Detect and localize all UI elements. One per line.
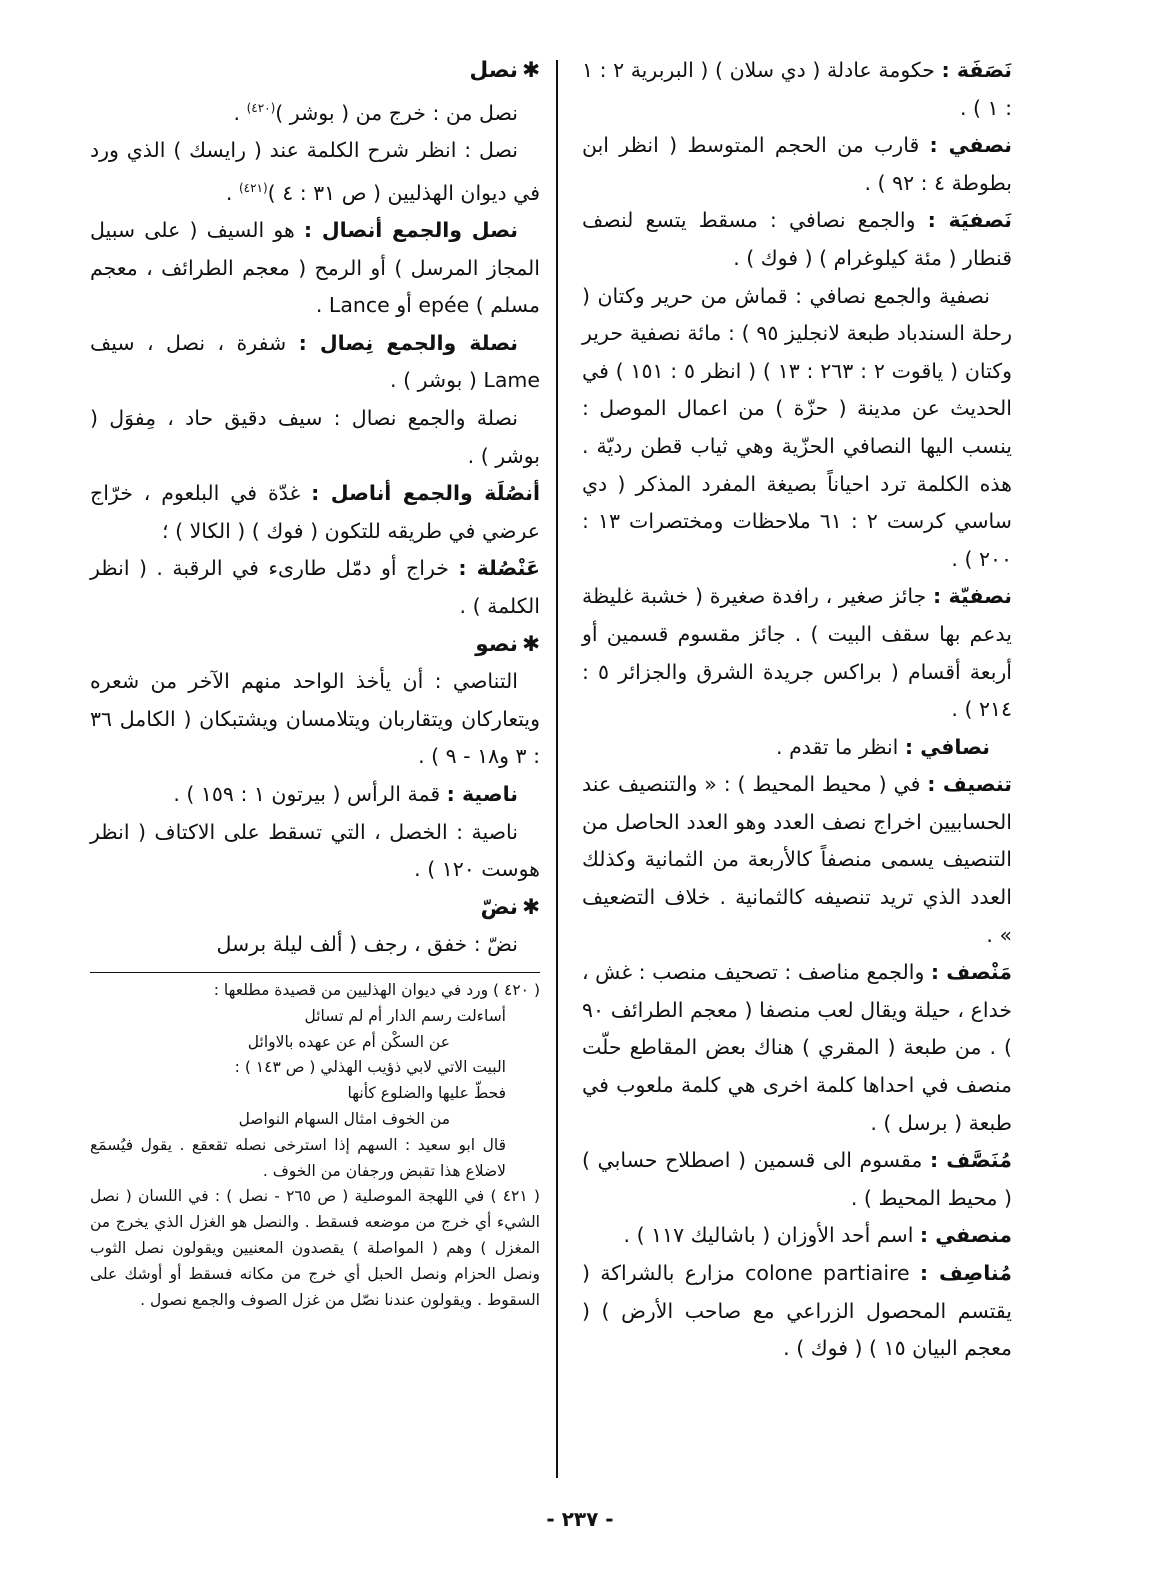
entry xyxy=(90,212,540,325)
right-column xyxy=(582,52,1012,1368)
entry-headword: نصل والجمع أنصال : xyxy=(303,218,518,243)
entry xyxy=(90,400,540,475)
entry xyxy=(90,926,540,964)
entry-headword: نصلة والجمع نِصال : xyxy=(298,330,518,355)
entry-text: نضّ : خفق ، رجف ( ألف ليلة برسل xyxy=(216,932,518,957)
entry-text: مقسوم الى قسمين ( اصطلاح حسابي ) ( محيط المحيط ) . xyxy=(582,1148,1012,1210)
entry xyxy=(582,52,1012,127)
entry-text: والجمع نصافي : مسقط يتسع لنصف قنطار ( مئة كيلوغرام ) ( فوك ) . xyxy=(582,208,1012,270)
entry-text: نصل من : خرج من ( بوشر ) xyxy=(275,100,518,125)
root-heading xyxy=(90,626,540,664)
entry-text: نصل : انظر شرح الكلمة عند ( رايسك ) الذي ورد في ديوان الهذليين ( ص ٣١ : ٤ ) xyxy=(90,138,540,205)
entry xyxy=(90,814,540,889)
entry-text: نصفية والجمع نصافي : قماش من حرير وكتان ( رحلة السندباد طبعة لانجليز ٩٥ ) : مائة نصفية حرير وكتان ( ياقوت ٢ : ٢٦٣ : ١٣ ) ( انظر ٥ : ١٥١ ) في الحديث عن مدينة ( حزّة ) من اعمال الموصل : ينسب اليها النصافي الحزّية وهي ثياب قطن رديّة . هذه الكلمة ترد احياناً بصيغة المفرد المذكر ( دي ساسي كرست ٢ : ٦١ ملاحظات ومختصرات ١٣ : ٢٠٠ ) . xyxy=(582,283,1012,571)
root-heading xyxy=(90,889,540,927)
entry-text-end: . xyxy=(233,100,247,125)
entry-text: خراج أو دمّل طارىء في الرقبة . ( انظر الكلمة ) . xyxy=(90,556,540,618)
asterisk-icon: ✱ xyxy=(521,58,540,83)
poem-verse: عن السكْن أم عن عهده بالاوائل xyxy=(247,1032,450,1051)
entry xyxy=(90,475,540,550)
entry xyxy=(582,202,1012,277)
entry xyxy=(582,954,1012,1142)
footnote-ref[interactable]: (٤٢٠) xyxy=(246,100,276,115)
entry-text: انظر ما تقدم . xyxy=(776,734,905,759)
entry xyxy=(582,1142,1012,1217)
footnote-text: البيت الاتي لابي ذؤيب الهذلي ( ص ١٤٣ ) : xyxy=(234,1058,506,1077)
entry-text: جائز صغير ، رافدة صغيرة ( خشبة غليظة يدعم بها سقف البيت ) . جائز مقسوم قسمين أو أربعة أقسام ( براكس جريدة الشرق والجزائر ٥ : ٢١٤ ) . xyxy=(582,584,1012,722)
root-heading-text: نصل xyxy=(469,58,518,83)
asterisk-icon: ✱ xyxy=(521,894,540,920)
entry xyxy=(90,325,540,400)
entry xyxy=(90,90,540,132)
entry-text: colone partiaire مزارع بالشراكة ( يقتسم المحصول الزراعي مع صاحب الأرض ) ( معجم البيان ١٥ ) ( فوك ) . xyxy=(582,1261,1012,1361)
entry xyxy=(582,1255,1012,1368)
entry-text: ناصية : الخصل ، التي تسقط على الاكتاف ( انظر هوست ١٢٠ ) . xyxy=(90,819,540,882)
entry-headword: مُنَصَّف : xyxy=(929,1148,1012,1173)
entry-headword: عَنْصُلة : xyxy=(458,556,541,581)
poem-verse: من الخوف امثال السهام النواصل xyxy=(238,1109,450,1128)
entry-headword: ناصية : xyxy=(446,781,518,806)
entry-text: اسم أحد الأوزان ( باشاليك ١١٧ ) . xyxy=(623,1223,920,1248)
entry-headword: أنصُلَة والجمع أناصل : xyxy=(311,481,540,506)
entry-headword: منصفي : xyxy=(919,1223,1012,1248)
entry-text: قمة الرأس ( بيرتون ١ : ١٥٩ ) . xyxy=(173,781,447,806)
entry xyxy=(90,663,540,776)
entry-headword: نصفي : xyxy=(929,133,1012,158)
entry-text: والجمع مناصف : تصحيف منصب : غش ، خداع ، حيلة ويقال لعب منصفا ( معجم الطرائف ٩٠ ) . من طبعة ( المقري ) هناك بعض المقاطع حلّت منصف في احداها كلمة اخرى هي كلمة ملعوب في طبعة ( برسل ) . xyxy=(582,960,1012,1135)
entry-text: نصلة والجمع نصال : سيف دقيق حاد ، مِفوَل ( بوشر ) . xyxy=(90,406,540,468)
entry-headword: مَنْصف : xyxy=(930,960,1012,985)
entry xyxy=(582,578,1012,728)
entry xyxy=(582,127,1012,202)
entry-headword: مُناصِف : xyxy=(919,1261,1012,1285)
entry-text: غدّة في البلعوم ، خرّاج عرضي في طريقه للتكون ( فوك ) ( الكالا ) ؛ xyxy=(90,481,540,543)
entry-text: شفرة ، نصل ، سيف Lame ( بوشر ) . xyxy=(90,330,540,393)
entry xyxy=(582,278,1012,579)
root-heading xyxy=(90,52,540,90)
footnote-text: قال ابو سعيد : السهم إذا استرخى نصله تقعقع . يقول فيُسمَع لاضلاع هذا تقبض ورجفان من الخوف . xyxy=(90,1135,506,1180)
entry xyxy=(582,1217,1012,1255)
entry-text-end: . xyxy=(225,180,239,205)
entry xyxy=(90,550,540,625)
footnotes xyxy=(90,978,540,1313)
entry-headword: نَصَفَة : xyxy=(941,58,1012,82)
poem-verse: فحطّ عليها والضلوع كأنها xyxy=(347,1084,506,1103)
poem-verse: أساءلت رسم الدار أم لم تسائل xyxy=(304,1006,506,1025)
column-divider xyxy=(556,60,558,1478)
entry-text: حكومة عادلة ( دي سلان ) ( البربرية ٢ : ١ : ١ ) . xyxy=(582,58,1012,120)
left-column xyxy=(90,52,540,964)
footnote-ref[interactable]: (٤٢١) xyxy=(238,180,268,195)
footnote-separator xyxy=(90,972,540,973)
asterisk-icon: ✱ xyxy=(521,631,540,657)
entry xyxy=(90,132,540,212)
entry-headword: تنصيف : xyxy=(927,772,1012,797)
entry-text: في ( محيط المحيط ) : « والتنصيف عند الحسابيين اخراج نصف العدد وهو العدد الحاصل من التنصيف يسمى منصفاً كالأربعة من الثمانية وكذلك العدد الذي تريد تنصيفه كالثمانية . خلاف التضعيف » . xyxy=(582,772,1012,947)
entry-headword: نَصفيَة : xyxy=(927,208,1013,233)
entry-text: التناصي : أن يأخذ الواحد منهم الآخر من شعره ويتعاركان ويتقاربان ويتلامسان ويشتبكان ( الكامل ٣٦ : ٣ و١٨ - ٩ ) . xyxy=(90,669,540,769)
entry-text: قارب من الحجم المتوسط ( انظر ابن بطوطة ٤ : ٩٢ ) . xyxy=(582,133,1012,195)
entry-text: هو السيف ( على سبيل المجاز المرسل ) أو الرمح ( معجم الطرائف ، معجم مسلم ) epée أو Lance . xyxy=(90,218,540,318)
entry xyxy=(90,776,540,814)
entry xyxy=(582,766,1012,954)
root-heading-text: نصو xyxy=(475,631,518,657)
entry-headword: نصافي : xyxy=(904,734,990,759)
entry-headword: نصفيّة : xyxy=(933,584,1012,609)
footnote-420-intro: ( ٤٢٠ ) ورد في ديوان الهذليين من قصيدة مطلعها : xyxy=(213,981,540,999)
root-heading-text: نضّ xyxy=(480,894,518,920)
footnote-421: ( ٤٢١ ) في اللهجة الموصلية ( ص ٢٦٥ - نصل ) : في اللسان ( نصل الشيء أي خرج من موضعه فسقط . والنصل هو الغزل الذي يخرج من المغزل ) وهم ( المواصلة ) يقصدون المعنيين ويقولون نصل الثوب ونصل الحزام ونصل الحبل أي خرج من مكانه فسقط أو أوشك على السقوط . ويقولون عندنا نصّل من غزل الصوف والجمع نصول . xyxy=(90,1187,540,1309)
page-number: - ٢٣٧ - xyxy=(546,1507,614,1531)
entry xyxy=(582,729,1012,767)
